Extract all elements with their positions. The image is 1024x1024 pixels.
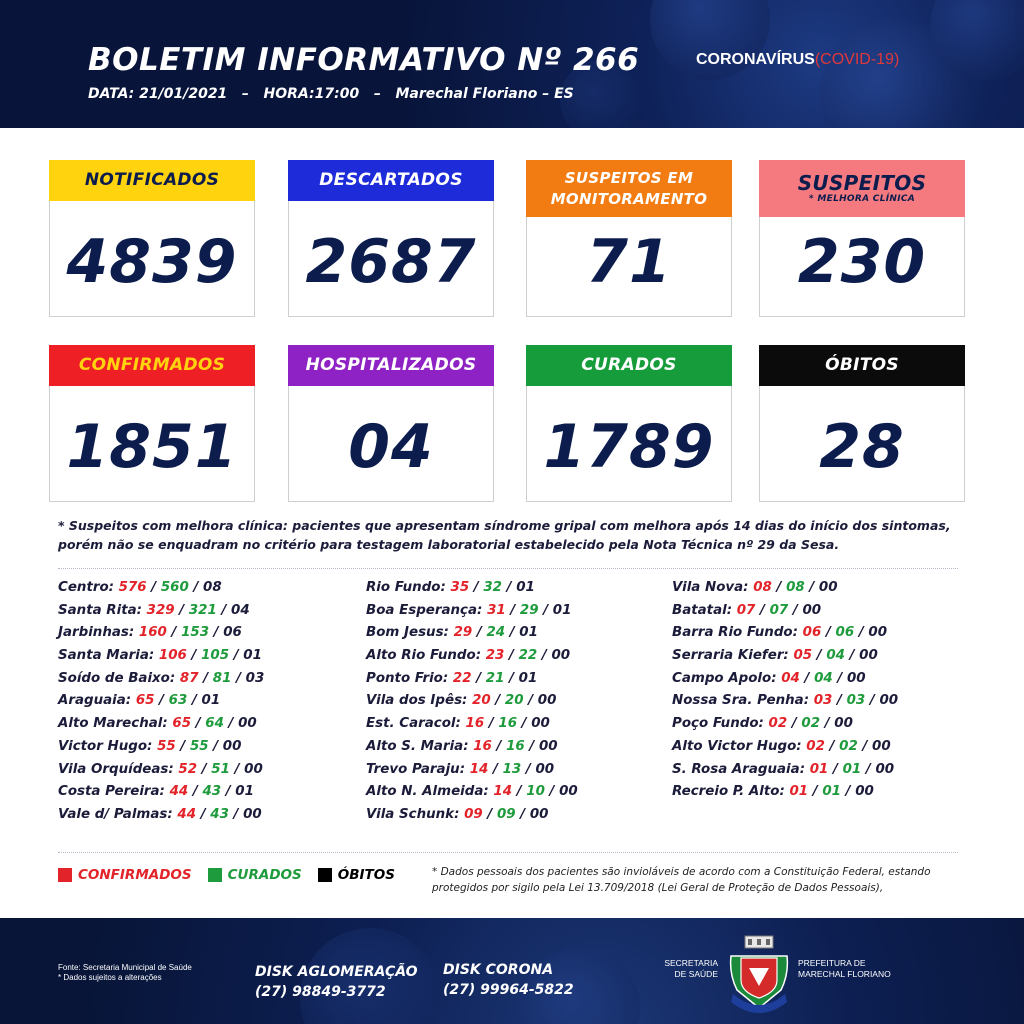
separator: / [832, 693, 847, 709]
stat-card-label [49, 345, 255, 386]
separator: / [490, 693, 505, 709]
black-square-icon [318, 868, 332, 882]
stat-card [759, 345, 965, 502]
neighborhood-row [58, 784, 348, 807]
separator: / [221, 784, 236, 800]
divider [58, 568, 958, 569]
neighborhood-row [58, 807, 348, 830]
separator: / [832, 670, 847, 686]
neighborhood-row [366, 807, 656, 830]
separator: / [502, 580, 517, 595]
recovered-count: 81 [212, 670, 232, 686]
neighborhood-name: Trevo Paraju: [366, 761, 470, 777]
separator: / [515, 806, 530, 822]
deaths-count: 00 [559, 784, 578, 800]
separator: / [808, 784, 823, 800]
confirmed-count: 03 [813, 693, 833, 709]
legend-confirmed [58, 867, 192, 883]
neighborhood-row [672, 580, 962, 603]
legend-deaths [318, 867, 395, 883]
recovered-count: 09 [496, 806, 516, 822]
separator: / [771, 580, 787, 595]
confirmed-count: 576 [118, 580, 147, 595]
neighborhood-name: Alto Marechal: [58, 716, 173, 732]
stat-card-value: 71 [586, 227, 672, 297]
recovered-count: 16 [506, 738, 525, 754]
separator: / [174, 602, 189, 618]
stat-card [288, 160, 494, 317]
stat-card-value: 28 [819, 412, 905, 482]
neighborhood-name: Vale d/ Palmas: [58, 806, 178, 822]
city-hall [798, 958, 891, 980]
neighborhood-row [366, 580, 656, 603]
recovered-count: 105 [201, 648, 230, 664]
stat-card-value: 2687 [305, 227, 477, 297]
separator: / [209, 625, 224, 641]
stat-card-label [759, 345, 965, 386]
confirmed-count: 106 [158, 648, 187, 664]
neighborhood-name: Alto N. Almeida: [366, 784, 494, 800]
recovered-count: 06 [835, 625, 855, 641]
separator: / [865, 693, 880, 709]
confirmed-count: 07 [736, 602, 756, 618]
separator: / [484, 716, 499, 732]
neighborhood-name: Santa Rita: [58, 602, 147, 618]
recovered-count: 321 [188, 602, 217, 618]
separator: / [821, 625, 836, 641]
separator: / [198, 670, 213, 686]
recovered-count: 63 [168, 693, 188, 709]
recovered-count: 51 [211, 761, 230, 777]
label-line: * MELHORA CLÍNICA [808, 194, 916, 204]
neighborhood-row [366, 625, 656, 648]
label-line: ÓBITOS [825, 355, 899, 375]
confirmed-count: 01 [809, 761, 829, 777]
neighborhood-name: Santa Maria: [58, 648, 159, 664]
red-square-icon [58, 868, 72, 882]
confirmed-count: 44 [177, 806, 197, 822]
separator: / [228, 806, 244, 822]
deaths-count: 00 [529, 806, 549, 822]
legend-label: CURADOS [227, 867, 302, 883]
confirmed-count: 31 [487, 602, 506, 618]
separator: / [188, 784, 203, 800]
separator: / [788, 602, 803, 618]
separator: / [505, 602, 520, 618]
deaths-count: 01 [518, 670, 538, 686]
disk-label: DISK AGLOMERAÇÃO [255, 964, 418, 980]
separator: / [229, 648, 244, 664]
stat-card [288, 345, 494, 502]
neighborhood-name: Recreio P. Alto: [672, 784, 790, 800]
neighborhood-row [366, 603, 656, 626]
recovered-count: 07 [769, 602, 789, 618]
neighborhood-row [366, 716, 656, 739]
separator: / [523, 693, 538, 709]
footer-banner [0, 918, 1024, 1024]
deaths-count: 03 [245, 670, 265, 686]
neighborhood-name: Batatal: [672, 602, 737, 618]
neighborhood-row [672, 671, 962, 694]
neighborhood-name: S. Rosa Araguaia: [672, 761, 810, 777]
separator: / [216, 602, 232, 618]
separator: / [524, 738, 539, 754]
deaths-count: 00 [531, 716, 550, 732]
separator: / [146, 580, 161, 595]
pref-line: MARECHAL FLORIANO [798, 969, 891, 979]
confirmed-count: 16 [473, 738, 492, 754]
stat-card-label [759, 160, 965, 217]
neighborhood-name: Costa Pereira: [58, 784, 170, 800]
neighborhood-name: Alto Victor Hugo: [672, 738, 807, 754]
confirmed-count: 14 [469, 761, 489, 777]
deaths-count: 00 [802, 602, 822, 618]
separator: / [787, 716, 802, 732]
pref-line: PREFEITURA DE [798, 958, 866, 968]
neighborhood-column [672, 580, 962, 807]
separator: / [755, 602, 770, 618]
neighborhood-name: Boa Esperança: [366, 602, 488, 618]
deaths-count: 00 [238, 716, 257, 732]
stat-card-value: 230 [797, 227, 927, 297]
neighborhood-row [58, 693, 348, 716]
neighborhood-name: Barra Rio Fundo: [672, 625, 803, 641]
confirmed-count: 35 [450, 580, 470, 595]
separator: / [804, 580, 819, 595]
separator: / [191, 716, 206, 732]
confirmed-count: 329 [146, 602, 175, 618]
separator: / [196, 806, 211, 822]
neighborhood-name: Vila Nova: [672, 580, 754, 595]
deaths-count: 00 [868, 625, 888, 641]
recovered-count: 43 [202, 784, 222, 800]
clinical-note: * Suspeitos com melhora clínica: pacientes que apresentam síndrome gripal com melhora após 14 dias do início dos sintomas, porém não se enquadram no critério para testagem laboratorial estabelecido pela Nota Técnica nº 29 da Sesa. [58, 518, 951, 552]
stat-card-label [526, 345, 732, 386]
deaths-count: 01 [552, 602, 572, 618]
deaths-count: 00 [855, 784, 874, 800]
separator: / [844, 648, 860, 664]
neighborhood-row [58, 580, 348, 603]
deaths-count: 00 [879, 693, 899, 709]
neighborhood-row [366, 648, 656, 671]
neighborhood-name: Serraria Kiefer: [672, 648, 794, 664]
separator: / [186, 648, 202, 664]
neighborhood-name: Vila Schunk: [366, 806, 465, 822]
separator: / [537, 648, 552, 664]
neighborhood-row [672, 693, 962, 716]
label-line: SUSPEITOS EM [564, 168, 694, 187]
label-line: HOSPITALIZADOS [305, 355, 477, 375]
confirmed-count: 44 [169, 784, 189, 800]
separator: / [482, 806, 497, 822]
stat-card-label [288, 345, 494, 386]
bulletin-subtitle: DATA: 21/01/2021 – HORA:17:00 – Marechal Floriano – ES [88, 86, 574, 102]
separator: / [154, 693, 169, 709]
separator: / [820, 716, 835, 732]
neighborhood-row [672, 762, 962, 785]
recovered-count: 43 [210, 806, 229, 822]
deaths-count: 00 [859, 648, 878, 664]
deaths-count: 00 [538, 738, 558, 754]
deaths-count: 04 [231, 602, 250, 618]
recovered-count: 64 [205, 716, 224, 732]
coronavirus-brand [696, 51, 899, 69]
confirmed-count: 65 [135, 693, 155, 709]
recovered-count: 55 [189, 738, 209, 754]
recovered-count: 03 [846, 693, 866, 709]
separator: / [824, 738, 840, 754]
separator: / [231, 670, 246, 686]
green-square-icon [208, 868, 222, 882]
confirmed-count: 02 [768, 716, 788, 732]
neighborhood-row [672, 784, 962, 807]
separator: / [208, 738, 223, 754]
confirmed-count: 22 [452, 670, 472, 686]
neighborhood-name: Araguaia: [58, 693, 136, 709]
confirmed-count: 01 [789, 784, 809, 800]
municipal-crest-icon [727, 934, 791, 1018]
separator: / [861, 761, 876, 777]
separator: / [521, 761, 536, 777]
neighborhood-row [672, 625, 962, 648]
recovered-count: 04 [826, 648, 845, 664]
header-banner [0, 0, 1024, 128]
stat-card-value: 1851 [66, 412, 238, 482]
deaths-count: 08 [203, 580, 222, 595]
stat-card [49, 160, 255, 317]
source-note [58, 963, 192, 983]
recovered-count: 08 [786, 580, 805, 595]
separator: / [223, 716, 239, 732]
confirmed-count: 29 [453, 625, 473, 641]
recovered-count: 01 [842, 761, 862, 777]
confirmed-count: 02 [806, 738, 825, 754]
separator: / [828, 761, 843, 777]
neighborhood-name: Soído de Baixo: [58, 670, 180, 686]
separator: / [799, 670, 815, 686]
label-line: CURADOS [581, 355, 677, 375]
confirmed-count: 65 [172, 716, 192, 732]
recovered-count: 02 [801, 716, 821, 732]
recovered-count: 153 [181, 625, 210, 641]
deaths-count: 00 [537, 693, 557, 709]
stat-card [526, 160, 732, 317]
deaths-count: 06 [223, 625, 242, 641]
deaths-count: 01 [201, 693, 221, 709]
neighborhood-name: Ponto Frio: [366, 670, 453, 686]
neighborhood-row [58, 762, 348, 785]
disk-corona [443, 960, 574, 1000]
neighborhood-row [366, 784, 656, 807]
confirmed-count: 14 [493, 784, 513, 800]
neighborhood-column [58, 580, 348, 830]
label-line: SUSPEITOS [797, 171, 927, 195]
neighborhood-row [366, 739, 656, 762]
recovered-count: 02 [839, 738, 858, 754]
separator: / [229, 761, 245, 777]
recovered-count: 13 [502, 761, 522, 777]
brand-text: CORONAVÍRUS [696, 51, 815, 68]
stat-card-value: 04 [348, 412, 434, 482]
neighborhood-row [58, 716, 348, 739]
confirmed-count: 87 [179, 670, 199, 686]
confirmed-count: 160 [138, 625, 167, 641]
neighborhood-row [58, 648, 348, 671]
neighborhood-name: Jarbinhas: [58, 625, 139, 641]
deaths-count: 00 [551, 648, 571, 664]
neighborhood-column [366, 580, 656, 830]
separator: / [175, 738, 190, 754]
legend-recovered [208, 867, 302, 883]
recovered-count: 29 [519, 602, 539, 618]
neighborhood-row [58, 625, 348, 648]
confirmed-count: 16 [465, 716, 485, 732]
separator: / [512, 784, 527, 800]
legend-label: ÓBITOS [337, 867, 395, 883]
neighborhood-name: Alto Rio Fundo: [366, 648, 486, 664]
confirmed-count: 08 [753, 580, 772, 595]
source-line: * Dados sujeitos a alterações [58, 973, 162, 982]
brand-tag: (COVID-19) [814, 51, 900, 68]
legend [58, 867, 411, 883]
deaths-count: 00 [535, 761, 555, 777]
deaths-count: 00 [875, 761, 895, 777]
recovered-count: 32 [483, 580, 502, 595]
separator: / [538, 602, 553, 618]
confirmed-count: 23 [485, 648, 505, 664]
separator: / [491, 738, 507, 754]
separator: / [188, 580, 204, 595]
deaths-count: 01 [519, 625, 538, 641]
label-line: MONITORAMENTO [550, 189, 708, 208]
separator: / [166, 625, 182, 641]
separator: / [504, 670, 519, 686]
neighborhood-row [58, 739, 348, 762]
separator: / [544, 784, 560, 800]
confirmed-count: 05 [793, 648, 813, 664]
separator: / [504, 648, 519, 664]
stat-card-value: 1789 [543, 412, 715, 482]
label-line: CONFIRMADOS [78, 355, 226, 375]
neighborhood-name: Vila dos Ipês: [366, 693, 473, 709]
confirmed-count: 20 [472, 693, 491, 709]
label-line: DESCARTADOS [319, 170, 463, 190]
stat-card-value: 4839 [66, 227, 238, 297]
confirmed-count: 55 [157, 738, 176, 754]
recovered-count: 10 [526, 784, 545, 800]
neighborhood-name: Centro: [58, 580, 119, 595]
neighborhood-row [366, 671, 656, 694]
disk-phone: (27) 99964-5822 [443, 982, 574, 998]
separator: / [471, 670, 486, 686]
recovered-count: 01 [822, 784, 841, 800]
neighborhood-row [58, 603, 348, 626]
source-line: Fonte: Secretaria Municipal de Saúde [58, 963, 192, 972]
neighborhood-row [672, 716, 962, 739]
recovered-count: 16 [498, 716, 518, 732]
neighborhood-name: Vila Orquídeas: [58, 761, 179, 777]
privacy-note: * Dados pessoais dos pacientes são invioláveis de acordo com a Constituição Federal, estando protegidos por sigilo pela Lei 13.709/2018 (Lei Geral de Proteção de Dados Pessoais), [432, 866, 931, 894]
separator: / [840, 784, 856, 800]
legend-label: CONFIRMADOS [78, 867, 192, 883]
neighborhood-name: Victor Hugo: [58, 738, 158, 754]
deaths-count: 01 [516, 580, 535, 595]
separator: / [854, 625, 869, 641]
neighborhood-row [672, 648, 962, 671]
recovered-count: 04 [814, 670, 833, 686]
separator: / [812, 648, 827, 664]
separator: / [187, 693, 202, 709]
deaths-count: 00 [818, 580, 838, 595]
neighborhood-name: Rio Fundo: [366, 580, 451, 595]
confirmed-count: 06 [802, 625, 822, 641]
health-secretariat [650, 958, 718, 980]
deaths-count: 00 [222, 738, 242, 754]
stat-card [49, 345, 255, 502]
deaths-count: 00 [243, 806, 262, 822]
divider [58, 852, 958, 853]
recovered-count: 21 [485, 670, 505, 686]
stat-card [526, 345, 732, 502]
neighborhood-row [672, 603, 962, 626]
disk-label: DISK CORONA [443, 962, 554, 978]
neighborhood-name: Bom Jesus: [366, 625, 454, 641]
neighborhood-row [58, 671, 348, 694]
stat-card-label [526, 160, 732, 217]
separator: / [505, 625, 520, 641]
separator: / [857, 738, 872, 754]
stat-card [759, 160, 965, 317]
neighborhood-row [672, 739, 962, 762]
separator: / [197, 761, 212, 777]
separator: / [472, 625, 487, 641]
sec-line: SECRETARIA [664, 958, 718, 968]
deaths-count: 00 [244, 761, 263, 777]
bulletin-title: BOLETIM INFORMATIVO Nº 266 [88, 42, 640, 78]
separator: / [488, 761, 503, 777]
neighborhood-name: Est. Caracol: [366, 716, 466, 732]
neighborhood-name: Campo Apolo: [672, 670, 782, 686]
neighborhood-row [366, 762, 656, 785]
separator: / [517, 716, 532, 732]
disk-aglomeracao [255, 962, 418, 1002]
deaths-count: 00 [872, 738, 891, 754]
recovered-count: 560 [160, 580, 189, 595]
recovered-count: 22 [518, 648, 538, 664]
stat-card-label [49, 160, 255, 201]
neighborhood-row [366, 693, 656, 716]
separator: / [469, 580, 484, 595]
neighborhood-name: Alto S. Maria: [366, 738, 474, 754]
deaths-count: 00 [834, 716, 853, 732]
confirmed-count: 04 [781, 670, 800, 686]
recovered-count: 24 [486, 625, 506, 641]
deaths-count: 00 [846, 670, 866, 686]
sec-line: DE SAÚDE [674, 969, 718, 979]
confirmed-count: 09 [464, 806, 483, 822]
confirmed-count: 52 [178, 761, 198, 777]
stat-card-label [288, 160, 494, 201]
disk-phone: (27) 98849-3772 [255, 984, 386, 1000]
label-line: NOTIFICADOS [84, 170, 220, 190]
recovered-count: 20 [504, 693, 524, 709]
neighborhood-name: Nossa Sra. Penha: [672, 693, 814, 709]
neighborhood-name: Poço Fundo: [672, 716, 769, 732]
deaths-count: 01 [235, 784, 254, 800]
deaths-count: 01 [243, 648, 262, 664]
